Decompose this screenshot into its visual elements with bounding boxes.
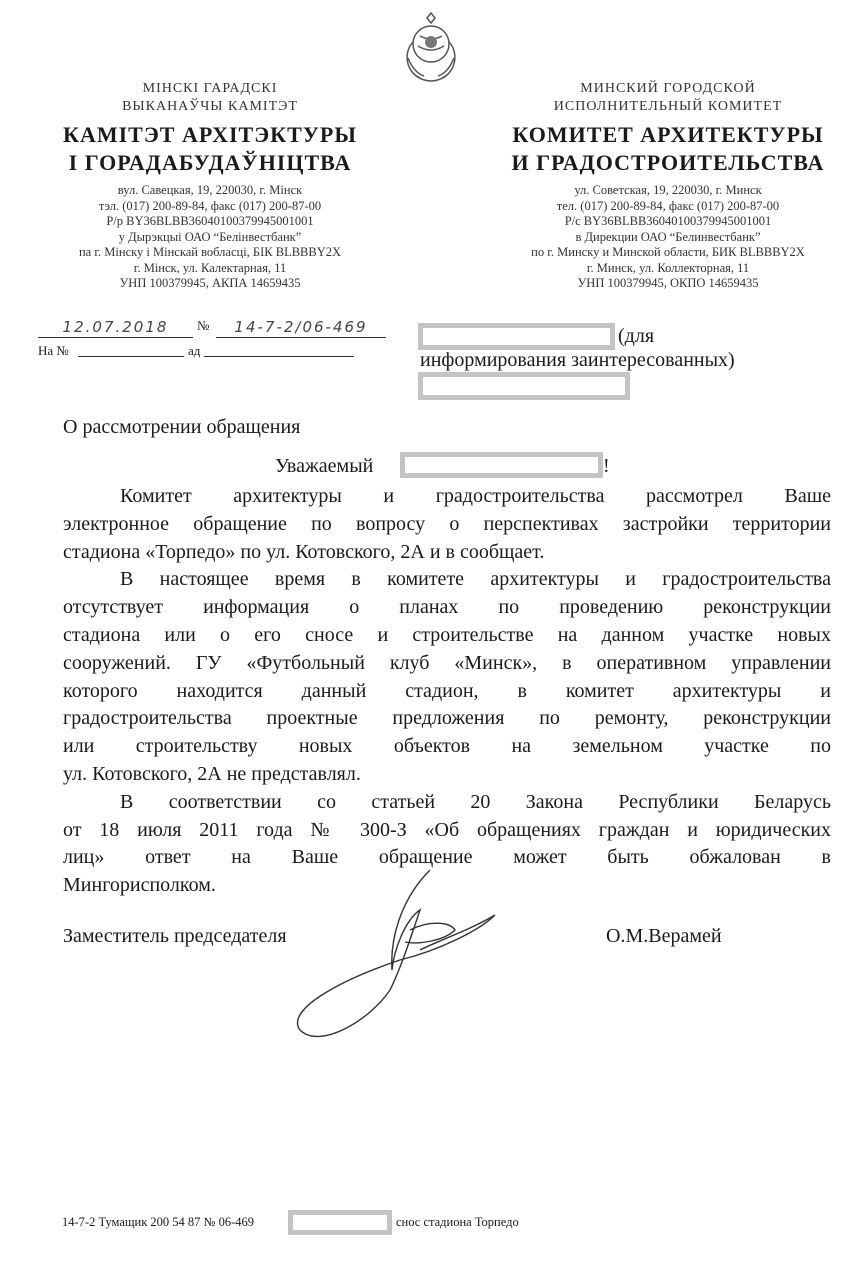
org-title: КАМІТЭТ АРХІТЭКТУРЫ [63,122,357,147]
address-line: в Дирекции ОАО “Белинвестбанк” [575,229,761,244]
address-line: вул. Савецкая, 19, 220030, г. Мінск [117,183,303,197]
org-title: И ГРАДОСТРОИТЕЛЬСТВА [511,150,825,175]
address-line: по г. Минску и Минской области, БИК BLBBBY2X [531,245,805,259]
org-title: КОМИТЕТ АРХИТЕКТУРЫ [512,122,824,147]
address-line: ул. Советская, 19, 220030, г. Минск [574,183,762,197]
address-line: г. Минск, ул. Коллекторная, 11 [586,260,750,275]
org-name: ИСПОЛНИТЕЛЬНЫЙ КОМИТЕТ [553,99,783,114]
belarus-emblem-icon [398,12,464,88]
ref-date-line [204,356,354,357]
body-line: лиц» ответ на Ваше обращение может быть обжалован в [63,846,831,869]
org-title: І ГОРАДАБУДАЎНІЦТВА [68,150,352,175]
org-name: МИНСКИЙ ГОРОДСКОЙ [580,81,756,96]
address-line: Р/с BY36BLBB36040100379945001001 [564,214,772,228]
body-line: сооружений. ГУ «Футбольный клуб «Минск», в оперативном управлении [63,651,831,674]
signatory-position: Заместитель председателя [63,925,287,947]
reg-number-field: 14-7-2/06-469 [216,318,386,338]
address-line: у Дырэкцыі ОАО “Белінвестбанк” [118,229,302,244]
address-line: г. Мінск, ул. Калектарная, 11 [133,260,287,275]
redacted-recipient [418,372,630,400]
body-line: электронное обращение по вопросу о перспективах застройки территории [63,512,831,535]
redacted-footer [288,1210,392,1235]
footer-reference: 14-7-2 Тумащик 200 54 87 № 06-469 [62,1215,255,1229]
footer-subject: снос стадиона Торпедо [396,1215,519,1229]
ref-label: На № [38,343,69,358]
body-line: градостроительства проектные предложения по ремонту, реконструкции [63,707,831,730]
letter-body [63,483,831,900]
address-line: тел. (017) 200-89-84, факс (017) 200-87-00 [556,198,780,213]
body-line: стадиона «Торпедо» по ул. Котовского, 2А и в сообщает. [63,540,545,563]
body-line: Мингорисполком. [63,874,216,897]
ref-number-line [78,356,184,357]
date-field: 12.07.2018 [38,318,193,338]
salutation: Уважаемый [275,455,374,477]
body-line: или строительству новых объектов на земельном участке по [63,735,831,758]
redacted-recipient [418,323,615,350]
header-right [478,80,858,292]
salutation-suffix: ! [603,455,610,477]
recipient-text: (для [618,325,655,347]
body-line: от 18 июля 2011 года № 300-З «Об обращениях граждан и юридических [63,818,831,841]
address-line: Р/р BY36BLBB36040100379945001001 [106,214,314,228]
handwritten-signature [280,860,520,1060]
body-line: отсутствует информация о планах по проведению реконструкции [63,596,831,619]
header-left [20,80,400,292]
body-line: которого находится данный стадион, в комитет архитектуры и [63,679,831,702]
ref-from-label: ад [188,343,201,358]
redacted-name [400,452,603,478]
body-line: ул. Котовского, 2А не представлял. [63,762,361,785]
body-line: В соответствии со статьей 20 Закона Республики Беларусь [120,790,831,813]
address-line: па г. Мінску і Мінскай вобласці, БІК BLBBBY2X [78,245,342,259]
org-name: ВЫКАНАЎЧЫ КАМІТЭТ [122,99,298,114]
address-line: УНП 100379945, АКПА 14659435 [119,276,301,290]
address-line: УНП 100379945, ОКПО 14659435 [577,276,759,290]
recipient-text: информирования заинтересованных) [420,349,735,371]
org-name: МІНСКІ ГАРАДСКІ [142,81,278,96]
address-line: тэл. (017) 200-89-84, факс (017) 200-87-00 [98,198,322,213]
signatory-name: О.М.Верамей [606,925,722,947]
body-line: Комитет архитектуры и градостроительства рассмотрел Ваше [120,485,831,507]
body-line: стадиона или о его сносе и строительстве на данном участке новых [63,623,831,646]
number-label: № [197,318,210,333]
body-line: В настоящее время в комитете архитектуры и градостроительства [120,568,831,591]
subject: О рассмотрении обращения [63,416,301,438]
